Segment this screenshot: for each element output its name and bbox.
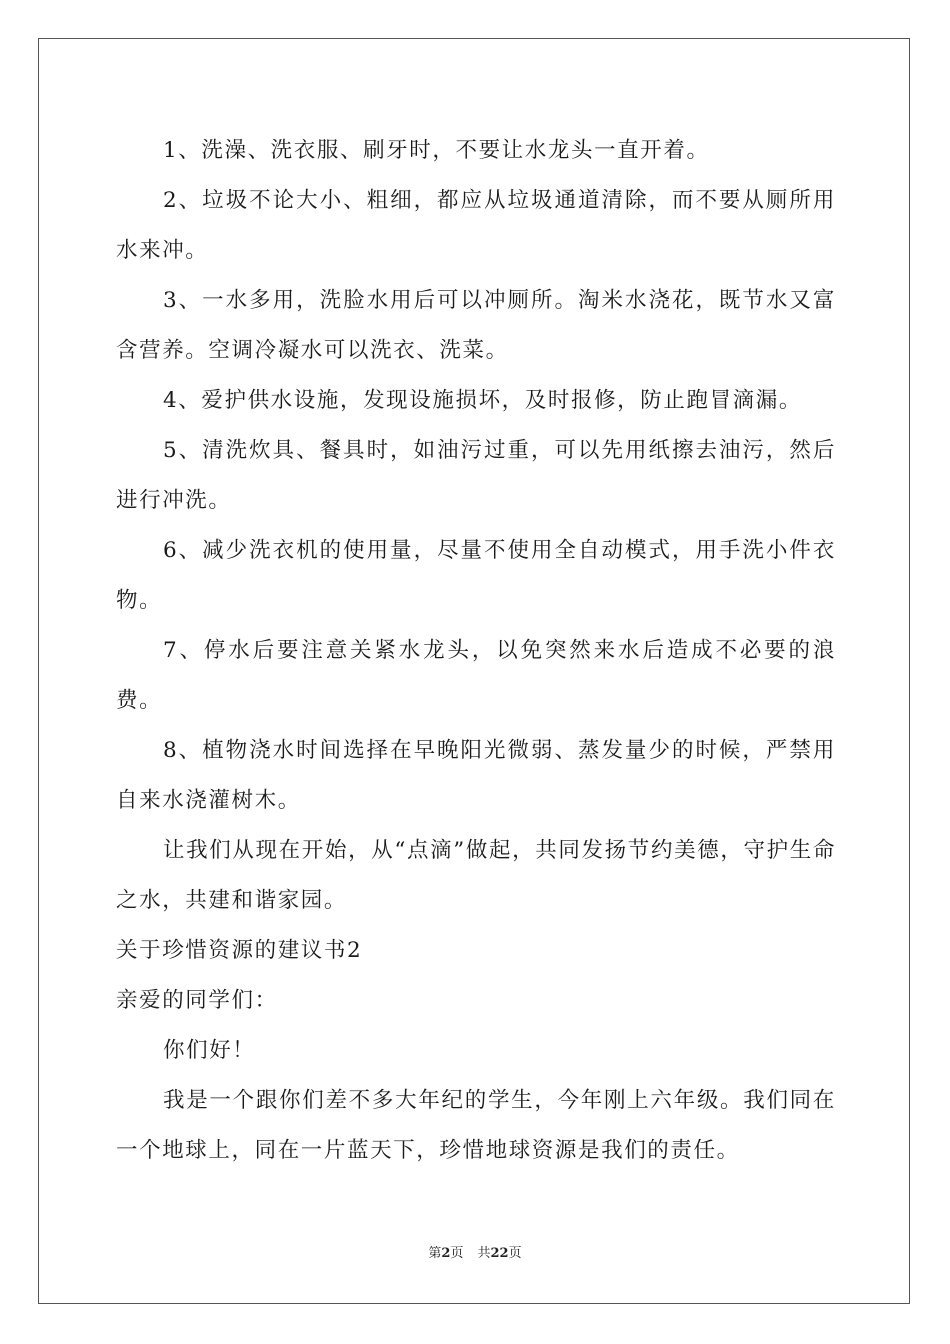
salutation: 亲爱的同学们： <box>116 988 278 1013</box>
paragraph-tip-2: 2、垃圾不论大小、粗细，都应从垃圾通道清除，而不要从厕所用水来冲。 <box>116 188 836 263</box>
section-heading: 关于珍惜资源的建议书2 <box>116 938 363 963</box>
paragraph-closing: 让我们从现在开始，从“点滴”做起，共同发扬节约美德，守护生命之水，共建和谐家园。 <box>116 838 836 913</box>
paragraph-intro: 我是一个跟你们差不多大年纪的学生，今年刚上六年级。我们同在一个地球上，同在一片蓝天下，珍惜地球资源是我们的责任。 <box>116 1088 836 1163</box>
paragraph-tip-7: 7、停水后要注意关紧水龙头，以免突然来水后造成不必要的浪费。 <box>116 638 836 713</box>
page-number: 2 <box>441 1246 451 1261</box>
greeting: 你们好！ <box>163 1038 256 1063</box>
paragraph-tip-3: 3、一水多用，洗脸水用后可以冲厕所。淘米水浇花，既节水又富含营养。空调冷凝水可以洗衣、洗菜。 <box>116 288 836 363</box>
page-footer <box>0 1244 950 1264</box>
paragraph-tip-6: 6、减少洗衣机的使用量，尽量不使用全自动模式，用手洗小件衣物。 <box>116 538 836 613</box>
paragraph-tip-1: 1、洗澡、洗衣服、刷牙时，不要让水龙头一直开着。 <box>163 138 710 163</box>
total-pages: 22 <box>490 1246 509 1261</box>
document-body <box>116 126 836 1176</box>
total-suffix: 页 <box>508 1246 522 1261</box>
paragraph-tip-4: 4、爱护供水设施，发现设施损坏，及时报修，防止跑冒滴漏。 <box>163 388 802 413</box>
total-prefix: 共 <box>477 1246 491 1261</box>
paragraph-tip-5: 5、清洗炊具、餐具时，如油污过重，可以先用纸擦去油污，然后进行冲洗。 <box>116 438 836 513</box>
page-prefix: 第 <box>428 1246 442 1261</box>
page-suffix: 页 <box>450 1246 464 1261</box>
paragraph-tip-8: 8、植物浇水时间选择在早晚阳光微弱、蒸发量少的时候，严禁用自来水浇灌树木。 <box>116 738 836 813</box>
